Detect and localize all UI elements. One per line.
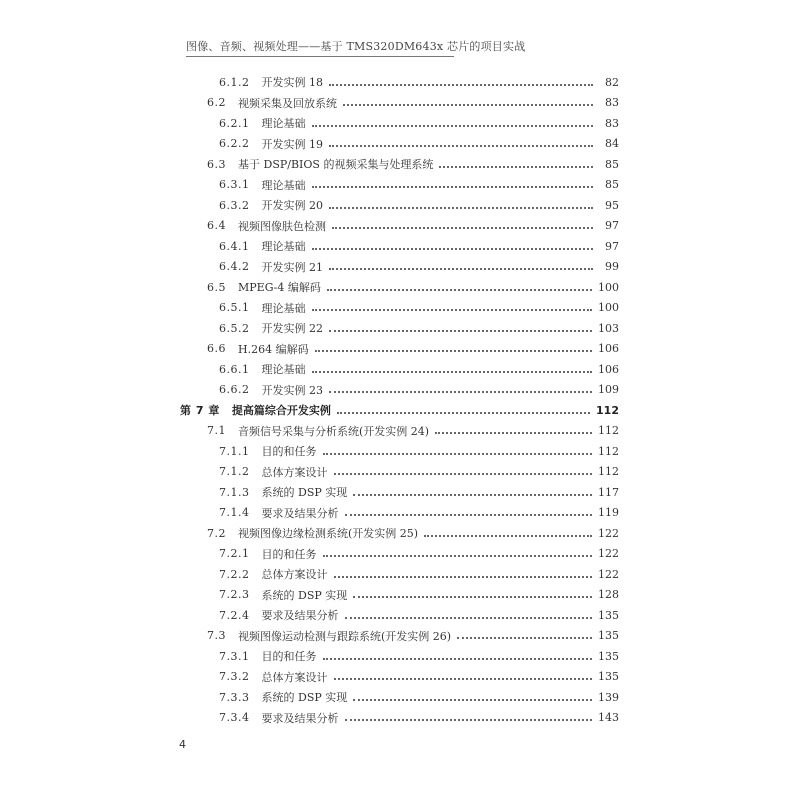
entry-number: 7.3.4 bbox=[219, 711, 250, 724]
entry-number: 7.3 bbox=[207, 629, 226, 642]
entry-number: 6.6 bbox=[207, 342, 226, 355]
entry-page: 85 bbox=[605, 178, 619, 191]
entry-title: MPEG-4 编解码 bbox=[238, 281, 321, 294]
toc-entry bbox=[219, 175, 619, 195]
entry-page: 95 bbox=[605, 198, 619, 212]
toc-entry bbox=[219, 113, 619, 133]
entry-page: 103 bbox=[598, 321, 619, 335]
entry-number: 7.2.2 bbox=[219, 567, 250, 581]
entry-number: 6.4.2 bbox=[219, 260, 250, 273]
toc-entry bbox=[207, 421, 619, 441]
entry-page: 100 bbox=[598, 280, 619, 294]
entry-page: 122 bbox=[598, 567, 619, 581]
toc-entry bbox=[219, 708, 619, 728]
entry-title: 总体方案设计 bbox=[261, 465, 328, 479]
entry-title: 音频信号采集与分析系统(开发实例 24) bbox=[238, 424, 430, 438]
entry-title: 视频图像边缘检测系统(开发实例 25) bbox=[238, 527, 419, 540]
entry-title: H.264 编解码 bbox=[238, 342, 309, 356]
dot-leader bbox=[323, 452, 593, 455]
entry-title: 提高篇综合开发实例 bbox=[231, 404, 331, 417]
entry-title: 基于 DSP/BIOS 的视频采集与处理系统 bbox=[238, 158, 434, 171]
entry-title: 开发实例 18 bbox=[261, 76, 323, 89]
toc-entry bbox=[219, 441, 619, 461]
entry-page: 122 bbox=[598, 526, 619, 540]
entry-number: 6.3 bbox=[207, 157, 226, 171]
entry-page: 106 bbox=[598, 342, 619, 355]
entry-page: 135 bbox=[598, 629, 619, 642]
entry-page: 109 bbox=[598, 383, 619, 396]
entry-title: 系统的 DSP 实现 bbox=[261, 691, 348, 704]
toc-entry bbox=[207, 277, 619, 297]
dot-leader bbox=[329, 329, 592, 332]
entry-number: 6.5.1 bbox=[219, 301, 250, 314]
entry-page: 117 bbox=[598, 485, 619, 499]
entry-number: 6.5.2 bbox=[219, 321, 250, 335]
toc-entry bbox=[219, 72, 619, 92]
dot-leader bbox=[345, 718, 593, 721]
dot-leader bbox=[439, 165, 593, 168]
entry-title: 要求及结果分析 bbox=[261, 609, 339, 622]
entry-number: 7.2.3 bbox=[219, 588, 250, 601]
dot-leader bbox=[435, 431, 592, 434]
entry-title: 开发实例 22 bbox=[261, 322, 323, 335]
entry-title: 目的和任务 bbox=[261, 445, 317, 458]
entry-page: 135 bbox=[598, 670, 619, 683]
running-header: 图像、音频、视频处理——基于 TMS320DM643x 芯片的项目实战 bbox=[186, 38, 454, 57]
entry-title: 视频图像肤色检测 bbox=[238, 219, 326, 233]
entry-title: 开发实例 21 bbox=[261, 260, 323, 274]
entry-title: 理论基础 bbox=[261, 117, 306, 130]
dot-leader bbox=[337, 411, 590, 414]
toc-entry bbox=[219, 503, 619, 523]
page-number: 4 bbox=[179, 738, 186, 751]
entry-number: 7.1.3 bbox=[219, 485, 250, 499]
dot-leader bbox=[312, 370, 593, 373]
entry-title: 总体方案设计 bbox=[261, 670, 328, 684]
toc-entry bbox=[207, 216, 619, 236]
toc-entry bbox=[219, 482, 619, 502]
dot-leader bbox=[329, 83, 593, 86]
dot-leader bbox=[353, 595, 592, 598]
dot-leader bbox=[343, 103, 593, 106]
entry-title: 开发实例 20 bbox=[261, 199, 323, 212]
toc-entry bbox=[219, 236, 619, 256]
entry-page: 112 bbox=[598, 444, 619, 458]
toc-entry bbox=[207, 154, 619, 174]
entry-number: 7.3.2 bbox=[219, 670, 250, 683]
toc-entry bbox=[219, 687, 619, 707]
entry-title: 视频图像运动检测与跟踪系统(开发实例 26) bbox=[238, 629, 452, 643]
dot-leader bbox=[353, 493, 592, 496]
entry-page: 112 bbox=[598, 465, 619, 478]
entry-title: 开发实例 23 bbox=[261, 383, 323, 397]
toc-chapter bbox=[180, 400, 619, 420]
dot-leader bbox=[323, 554, 593, 557]
toc-entry bbox=[219, 298, 619, 318]
entry-number: 7.1.1 bbox=[219, 444, 250, 458]
entry-page: 128 bbox=[598, 588, 619, 601]
entry-number: 6.4 bbox=[207, 219, 226, 232]
entry-title: 系统的 DSP 实现 bbox=[261, 486, 348, 499]
dot-leader bbox=[315, 349, 592, 352]
entry-number: 7.2.4 bbox=[219, 608, 250, 622]
entry-page: 112 bbox=[598, 424, 619, 437]
toc-entry bbox=[207, 523, 619, 543]
entry-page: 99 bbox=[605, 260, 619, 273]
entry-page: 83 bbox=[605, 116, 619, 130]
entry-title: 开发实例 19 bbox=[261, 137, 323, 151]
dot-leader bbox=[329, 267, 593, 270]
entry-number: 7.3.1 bbox=[219, 649, 250, 663]
dot-leader bbox=[345, 616, 593, 619]
entry-number: 6.1.2 bbox=[219, 75, 250, 89]
dot-leader bbox=[312, 247, 594, 250]
entry-page: 97 bbox=[605, 219, 619, 232]
dot-leader bbox=[345, 513, 593, 516]
entry-page: 135 bbox=[598, 608, 619, 622]
entry-page: 84 bbox=[605, 137, 619, 150]
entry-number: 6.2.1 bbox=[219, 116, 250, 130]
toc-entry bbox=[219, 646, 619, 666]
entry-title: 要求及结果分析 bbox=[261, 506, 339, 520]
toc-entry bbox=[219, 585, 619, 605]
toc-entry bbox=[207, 626, 619, 646]
entry-page: 143 bbox=[598, 711, 619, 724]
entry-page: 135 bbox=[598, 649, 619, 663]
toc-entry bbox=[219, 318, 619, 338]
entry-number: 7.2 bbox=[207, 526, 226, 540]
entry-page: 139 bbox=[598, 690, 619, 704]
entry-page: 112 bbox=[596, 403, 619, 417]
entry-number: 6.6.1 bbox=[219, 362, 250, 376]
dot-leader bbox=[424, 534, 592, 537]
entry-page: 83 bbox=[605, 96, 619, 109]
dot-leader bbox=[312, 185, 594, 188]
entry-title: 理论基础 bbox=[261, 301, 306, 315]
entry-number: 7.1.2 bbox=[219, 465, 250, 478]
entry-title: 目的和任务 bbox=[261, 547, 317, 561]
toc-entry bbox=[219, 257, 619, 277]
entry-title: 理论基础 bbox=[261, 363, 306, 376]
toc-entry bbox=[219, 564, 619, 584]
dot-leader bbox=[327, 288, 592, 291]
entry-page: 106 bbox=[598, 362, 619, 376]
dot-leader bbox=[334, 472, 593, 475]
dot-leader bbox=[312, 308, 593, 311]
toc-entry bbox=[219, 667, 619, 687]
toc-entry bbox=[219, 359, 619, 379]
entry-number: 7.3.3 bbox=[219, 690, 250, 704]
entry-page: 100 bbox=[598, 301, 619, 314]
dot-leader bbox=[334, 677, 593, 680]
entry-number: 6.3.1 bbox=[219, 178, 250, 191]
toc-entry bbox=[219, 544, 619, 564]
entry-number: 第 7 章 bbox=[180, 404, 220, 417]
dot-leader bbox=[334, 575, 593, 578]
entry-number: 7.1 bbox=[207, 424, 226, 437]
entry-title: 要求及结果分析 bbox=[261, 711, 339, 725]
entry-title: 系统的 DSP 实现 bbox=[261, 588, 348, 602]
entry-title: 目的和任务 bbox=[261, 650, 317, 663]
entry-title: 理论基础 bbox=[261, 240, 306, 253]
entry-page: 122 bbox=[598, 547, 619, 560]
dot-leader bbox=[332, 226, 593, 229]
entry-number: 6.4.1 bbox=[219, 239, 250, 253]
toc-entry bbox=[219, 605, 619, 625]
entry-page: 97 bbox=[605, 239, 619, 253]
toc-entry bbox=[219, 380, 619, 400]
entry-number: 6.2 bbox=[207, 96, 226, 109]
toc-entry bbox=[219, 462, 619, 482]
entry-title: 总体方案设计 bbox=[261, 568, 328, 581]
dot-leader bbox=[457, 636, 592, 639]
dot-leader bbox=[329, 144, 593, 147]
toc-entry bbox=[207, 93, 619, 113]
entry-page: 82 bbox=[605, 75, 619, 89]
toc-entry bbox=[207, 339, 619, 359]
entry-number: 6.3.2 bbox=[219, 198, 250, 212]
entry-number: 7.2.1 bbox=[219, 547, 250, 560]
dot-leader bbox=[353, 698, 592, 701]
entry-page: 119 bbox=[598, 506, 619, 519]
dot-leader bbox=[329, 390, 592, 393]
entry-title: 理论基础 bbox=[261, 178, 306, 192]
toc-entry bbox=[219, 195, 619, 215]
dot-leader bbox=[323, 657, 593, 660]
entry-page: 85 bbox=[605, 157, 619, 171]
entry-number: 6.6.2 bbox=[219, 383, 250, 396]
toc-entry bbox=[219, 134, 619, 154]
entry-title: 视频采集及回放系统 bbox=[238, 96, 337, 110]
entry-number: 6.2.2 bbox=[219, 137, 250, 150]
entry-number: 7.1.4 bbox=[219, 506, 250, 519]
dot-leader bbox=[329, 206, 593, 209]
entry-number: 6.5 bbox=[207, 280, 226, 294]
dot-leader bbox=[312, 124, 594, 127]
